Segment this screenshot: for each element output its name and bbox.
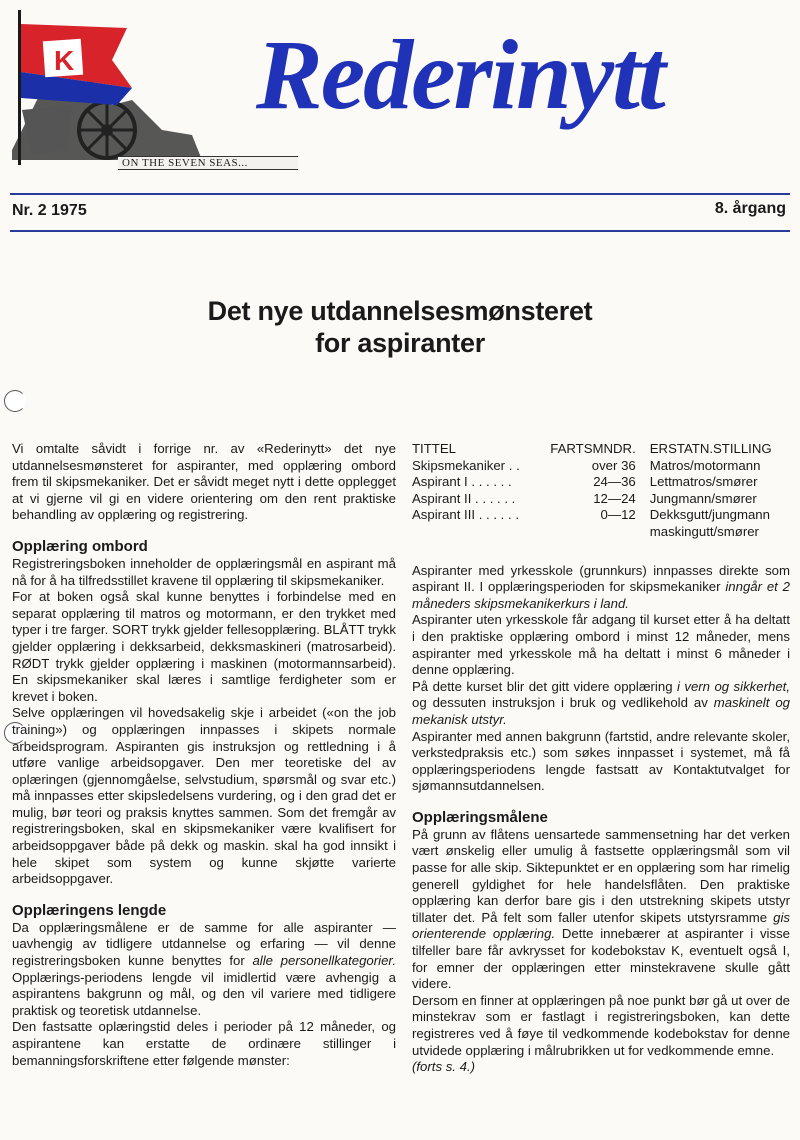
issue-number: Nr. 2 1975 bbox=[12, 202, 87, 219]
paragraph: Aspiranter med annen bakgrunn (fartstid, andre relevante skoler, verkstedpraksis etc.) som søkes innpasset i systemet, må få opplæringsperiodens lengde fastsatt av Kontaktutvalget for sjømannsutdannelsen. bbox=[412, 728, 790, 794]
paragraph bbox=[12, 920, 396, 1020]
table-cell bbox=[412, 524, 520, 541]
continued-note: (forts s. 4.) bbox=[412, 1059, 476, 1075]
bottom-rule bbox=[10, 230, 790, 232]
table-cell: Aspirant II . . . . . . bbox=[412, 490, 516, 506]
issue-volume: 8. årgang bbox=[714, 200, 786, 217]
article-headline bbox=[0, 295, 800, 359]
brand-title: Rederinytt bbox=[256, 19, 664, 130]
text: Opplærings-periodens lengde vil imidlertid være avhengig a aspirantens bakgrunn og mål, og den vil variere med tidligere praktisk og teoretisk utdannelse. bbox=[12, 969, 396, 1018]
table-row bbox=[412, 491, 790, 508]
punch-hole-icon bbox=[4, 390, 26, 412]
tagline: ON THE SEVEN SEAS... bbox=[118, 156, 298, 170]
left-column bbox=[12, 441, 396, 1069]
paragraph: Aspiranter uten yrkesskole får adgang til kurset etter å ha deltatt i den praktiske opplæring ombord i minst 12 måneder, mens aspiranter med yrkesskole må ha deltatt i minst 6 måneder i denne opplæring. bbox=[412, 612, 790, 678]
section-heading: Opplæringsmålene bbox=[412, 808, 548, 826]
table-header-row bbox=[412, 441, 790, 458]
text: Dette innebærer at aspiranter i visse tilfeller bare får avkrysset for kodebokstav K, eventuelt også I, for emner der opplæringen etter minstekravene skulle gått videre. bbox=[412, 926, 790, 992]
emphasis: maskinelt og mekanisk utstyr. bbox=[412, 695, 790, 727]
paragraph: For at boken også skal kunne benyttes i forbindelse med en separat opplæring til matros og motormann, er den trykket med typer i tre farger. SORT trykk gjelder fellesopplæring. BLÅTT trykk gjelder opplæring i dekksarbeid, dekksmaskineri (matrosarbeid). RØDT trykk gjelder opplæring i maskinen (motormannsarbeid). En skipsmekaniker skal læres i samtlige ferdigheter som er krevet i boken. bbox=[12, 589, 396, 704]
right-column bbox=[412, 441, 790, 1076]
paragraph bbox=[412, 827, 790, 993]
text: og dessuten instruksjon i bruk og vedlikehold av bbox=[412, 695, 714, 711]
table-cell bbox=[520, 524, 650, 541]
table-cell: maskingutt/smører bbox=[649, 523, 759, 539]
paragraph: Den fastsatte oplæringstid deles i perioder på 12 måneder, og aspirantene kan erstatte de ordinære stillinger i bemanningsforskriftene etter følgende mønster: bbox=[12, 1019, 396, 1068]
paragraph: Registreringsboken inneholder de opplæringsmål en aspirant må nå for å ha tilfredsstillet kravene til opplæring til skipsmekaniker. bbox=[12, 555, 396, 588]
top-rule bbox=[10, 193, 790, 195]
svg-text:K: K bbox=[54, 45, 75, 76]
section-heading: Opplæring ombord bbox=[12, 537, 148, 555]
emphasis: gis orienterende opplæring. bbox=[412, 909, 790, 942]
table-cell: over 36 bbox=[591, 457, 636, 473]
table-header: ERSTATN.STILLING bbox=[649, 441, 772, 456]
text: Aspiranter med yrkesskole (grunnkurs) innpasses direkte som aspirant II. I opplæringsperioden for skipsmekaniker bbox=[412, 562, 790, 595]
emphasis: alle personellkategorier. bbox=[252, 953, 396, 969]
paragraph: Dersom en finner at opplæringen på noe punkt bør gå ut over de minstekrav som er fastlagt i registreringsboken, kan dette registreres ved å føye til vedkommende kodebokstav for denne utvidede opplæring i målrubrikken ut for vedkommende emne. bbox=[412, 992, 790, 1058]
table-cell: 24—36 bbox=[593, 474, 636, 490]
text: På grunn av flåtens uensartede sammensetning har det verken vært ønskelig eller umulig å fastsette opplæringsmål som vil passe for alle skip. Siktepunktet er en opplæring som har rimelig generell gyldighet for hele handelsflåten. Den praktiske opplæring kan derfor bare gis i den utstrekning skipets utstyr tillater det. På felt som faller utenfor skipets utstyrsramme bbox=[412, 826, 790, 925]
table-cell: 0—12 bbox=[600, 507, 636, 523]
table-cell: Jungmann/smører bbox=[649, 490, 757, 506]
intro-paragraph: Vi omtalte såvidt i forrige nr. av «Rederinytt» det nye utdannelsesmønsteret for aspiranter, med opplæring ombord frem til skipsmekaniker. Det er såvidt meget nytt i dette opplegget at vi gjerne vil gi en videre orientering om den rent praktiske behandling av opplæring og registrering. bbox=[12, 441, 396, 523]
table-header: FARTSMNDR. bbox=[550, 441, 636, 456]
table-cell: Aspirant III . . . . . . bbox=[412, 507, 520, 523]
rank-table bbox=[412, 441, 790, 541]
emphasis: inngår et 2 måneders skipsmekanikerkurs i land. bbox=[412, 579, 790, 611]
table-cell: Skipsmekaniker . . bbox=[412, 457, 520, 473]
masthead bbox=[0, 0, 800, 190]
paragraph bbox=[412, 679, 790, 729]
table-cell: Aspirant I . . . . . . bbox=[412, 474, 512, 490]
section-heading: Opplæringens lengde bbox=[12, 901, 167, 919]
table-cell: 12—24 bbox=[593, 490, 636, 506]
headline-line-1: Det nye utdannelsesmønsteret bbox=[207, 296, 593, 326]
table-row bbox=[412, 458, 790, 475]
emphasis: i vern og sikkerhet, bbox=[676, 678, 790, 694]
table-cell: Lettmatros/smører bbox=[649, 474, 758, 490]
paragraph: Selve opplæringen vil hovedsakelig skje i arbeidet («on the job training») og opplæringen innpasses i skipets normale arbeidsprogram. Aspiranten gis instruksjon og rettledning i å utføre vanlige arbeidsopgaver. Den mer teoretiske del av oplæringen (gjennomgåelse, selvstudium, spørsmål og svar etc.) må innpasses etter skipsledelsens vurdering, og i den grad det er mulig, bør teori og praksis knyttes sammen. Som det fremgår av registreringsboken, skal en skipsmekaniker være kvalifisert for arbeidsoppgaver både på dekk og maskin. skal ha god innsikt i hele skipet som system og kunne skjøtte varierte arbeidsoppgaver. bbox=[12, 705, 396, 887]
table-row bbox=[412, 474, 790, 491]
table-cell: Matros/motormann bbox=[649, 457, 761, 473]
text: På dette kurset blir det gitt videre opplæring bbox=[412, 678, 677, 694]
table-header: TITTEL bbox=[412, 441, 456, 456]
table-row bbox=[412, 524, 790, 541]
table-cell: Dekksgutt/jungmann bbox=[649, 507, 770, 523]
table-row bbox=[412, 507, 790, 524]
headline-line-2: for aspiranter bbox=[315, 328, 485, 358]
paragraph bbox=[412, 563, 790, 613]
text: Da opplæringsmålene er de samme for alle aspiranter — uavhengig av tidligere utdannelse og erfaring — vil denne registreringsboken kunne benyttes for bbox=[12, 919, 396, 969]
